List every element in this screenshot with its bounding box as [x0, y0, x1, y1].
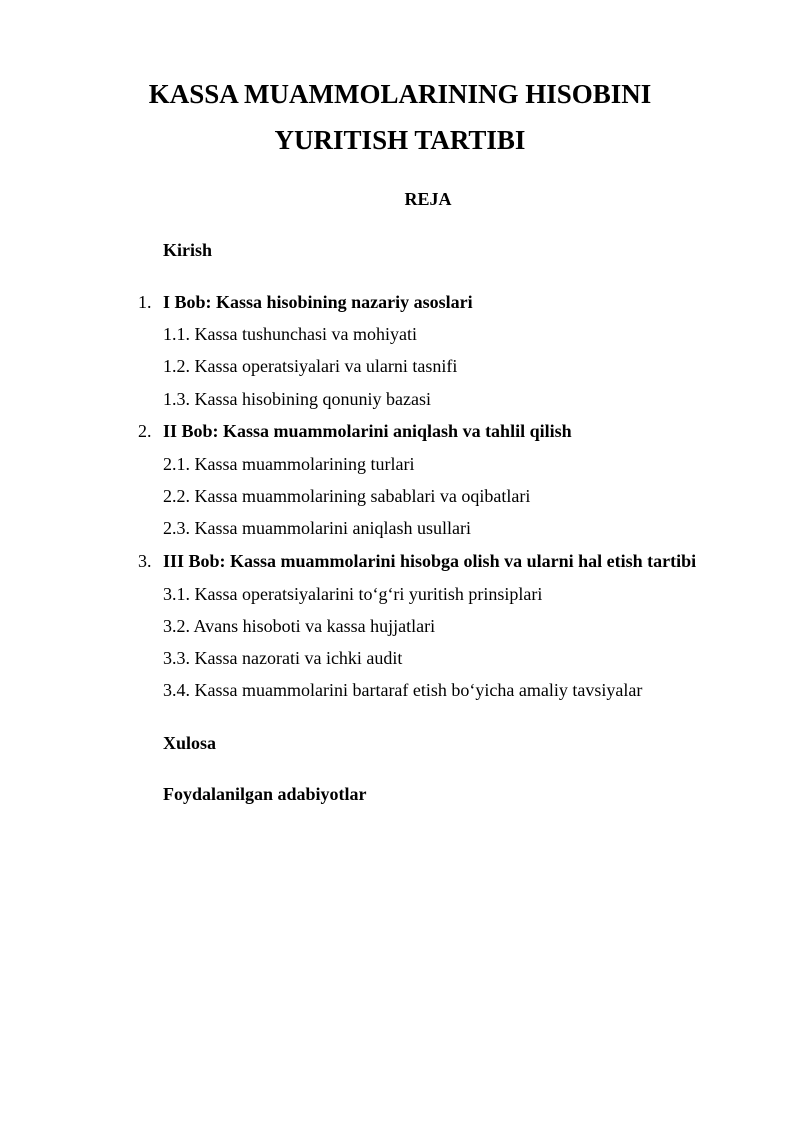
conclusion-heading: Xulosa: [163, 733, 217, 753]
references-heading: Foydalanilgan adabiyotlar: [163, 784, 367, 804]
section-3-3: 3.3. Kassa nazorati va ichki audit: [163, 648, 403, 668]
section-3-4: 3.4. Kassa muammolarini bartaraf etish bo‘yicha amaliy tavsiyalar: [163, 680, 643, 700]
chapter-3-title: III Bob: Kassa muammolarini hisobga olish va ularni hal etish tartibi: [163, 551, 697, 571]
section-1-1: 1.1. Kassa tushunchasi va mohiyati: [163, 324, 417, 344]
section-3-2: 3.2. Avans hisoboti va kassa hujjatlari: [163, 616, 436, 636]
section-2-2: 2.2. Kassa muammolarining sabablari va oqibatlari: [163, 486, 531, 506]
section-3-1: 3.1. Kassa operatsiyalarini to‘g‘ri yuritish prinsiplari: [163, 584, 543, 604]
document-title-line-2: YURITISH TARTIBI: [274, 125, 526, 155]
chapter-2-title: II Bob: Kassa muammolarini aniqlash va tahlil qilish: [163, 421, 572, 441]
section-2-1: 2.1. Kassa muammolarining turlari: [163, 454, 415, 474]
chapter-3-number: 3.: [138, 551, 152, 571]
chapter-1-number: 1.: [138, 292, 152, 312]
intro-heading: Kirish: [163, 240, 213, 260]
section-1-3: 1.3. Kassa hisobining qonuniy bazasi: [163, 389, 431, 409]
section-2-3: 2.3. Kassa muammolarini aniqlash usullari: [163, 518, 471, 538]
chapter-1-title: I Bob: Kassa hisobining nazariy asoslari: [163, 292, 473, 312]
section-1-2: 1.2. Kassa operatsiyalari va ularni tasnifi: [163, 356, 458, 376]
plan-heading: REJA: [404, 189, 452, 209]
chapter-2-number: 2.: [138, 421, 152, 441]
document-title-line-1: KASSA MUAMMOLARINING HISOBINI: [148, 79, 652, 109]
